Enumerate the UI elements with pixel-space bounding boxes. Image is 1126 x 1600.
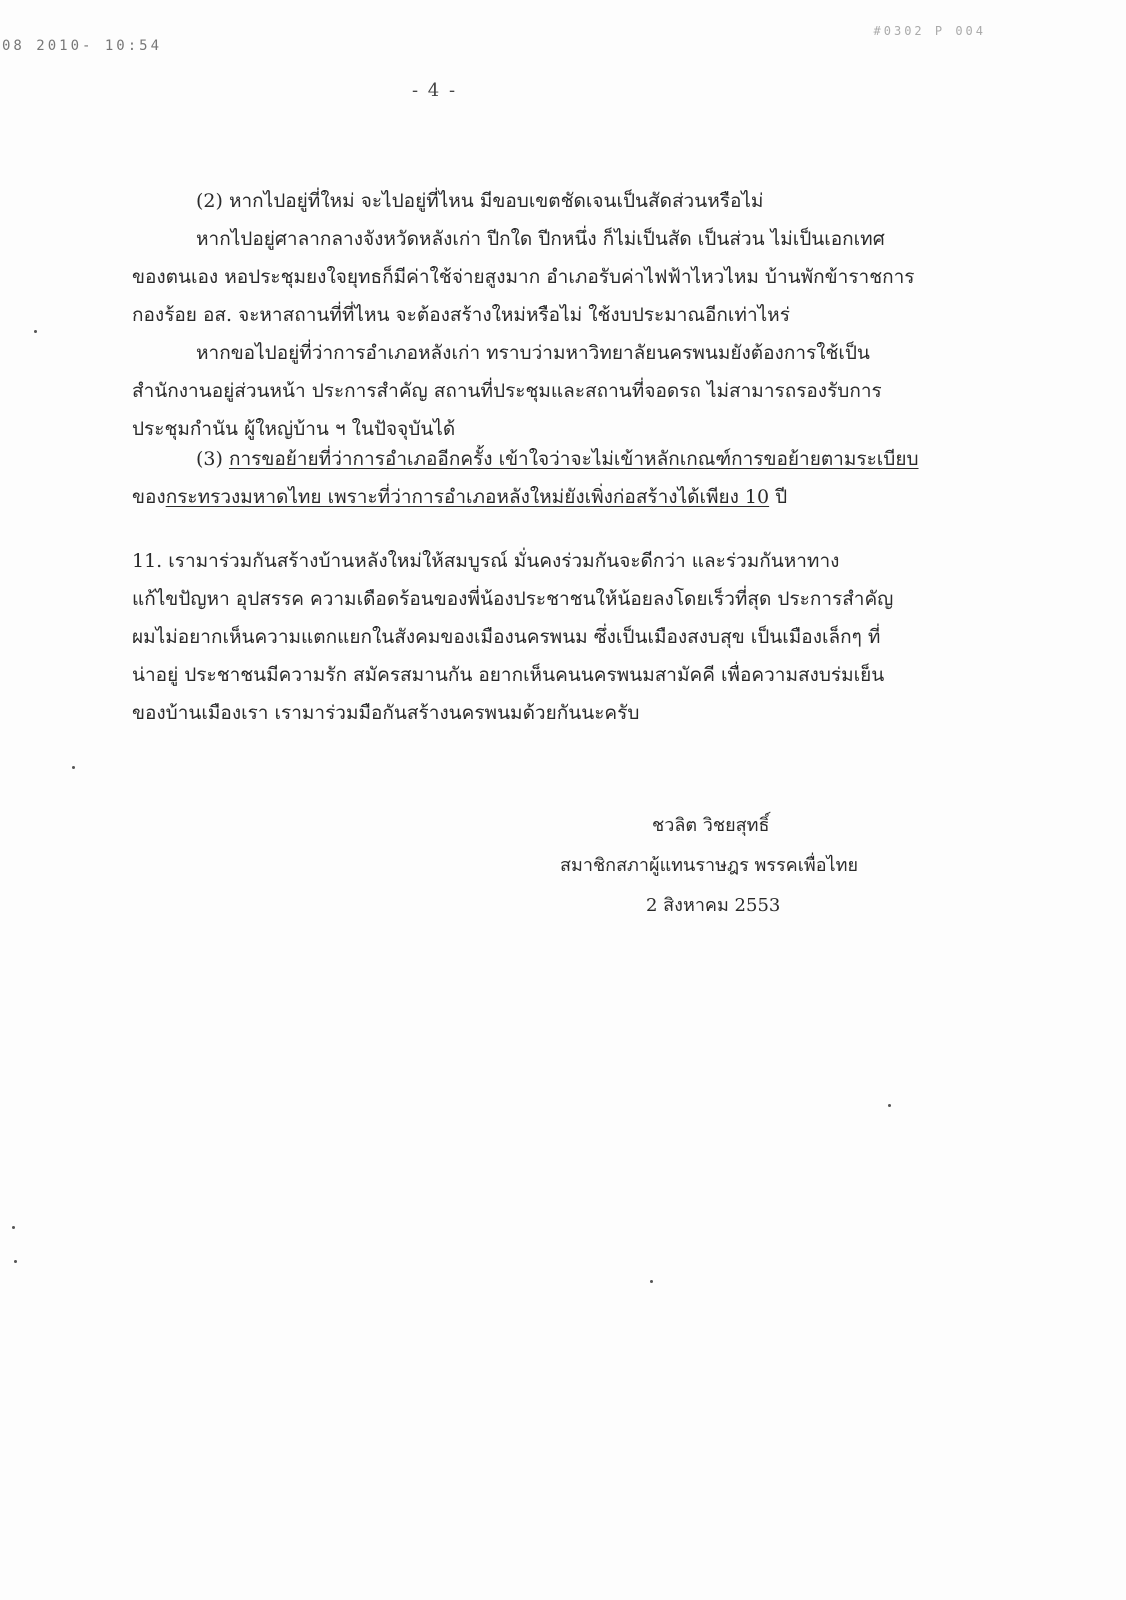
scan-speck: [650, 1280, 653, 1283]
signature-title: สมาชิกสภาผู้แทนราษฎร พรรคเพื่อไทย: [560, 855, 859, 876]
section-3-line-2-suffix: ปี: [769, 486, 788, 508]
section-3-line-1: [132, 440, 932, 478]
scan-speck: [12, 1226, 15, 1229]
section-3-line-2-prefix: ของ: [132, 486, 166, 508]
section-2-para1-line: หากไปอยู่ศาลากลางจังหวัดหลังเก่า ปีกใด ปีกหนึ่ง ก็ไม่เป็นสัด เป็นส่วน ไม่เป็นเอกเทศ: [196, 228, 885, 250]
fax-header-left: 08 2010- 10:54: [2, 38, 163, 54]
scan-speck: [34, 330, 37, 333]
section-2: [132, 182, 932, 448]
signature-block: [560, 806, 858, 926]
scan-speck: [888, 1104, 891, 1107]
section-3-line-2-underlined: กระทรวงมหาดไทย เพราะที่ว่าการอำเภอหลังใหม่ยังเพิ่งก่อสร้างได้เพียง 10: [165, 486, 770, 508]
page-number: - 4 -: [412, 80, 458, 101]
section-3-number: (3): [196, 448, 223, 470]
section-11-line: 11. เรามาร่วมกันสร้างบ้านหลังใหม่ให้สมบูรณ์ มั่นคงร่วมกันจะดีกว่า และร่วมกันหาทาง: [132, 550, 840, 572]
section-3-line-2: [132, 478, 932, 516]
scan-speck: [14, 1260, 17, 1263]
section-3: [132, 440, 932, 516]
section-2-para2-line: หากขอไปอยู่ที่ว่าการอำเภอหลังเก่า ทราบว่ามหาวิทยาลัยนครพนมยังต้องการใช้เป็น: [196, 342, 870, 364]
section-3-line-1-text: การขอย้ายที่ว่าการอำเภออีกครั้ง เข้าใจว่าจะไม่เข้าหลักเกณฑ์การขอย้ายตามระเบียบ: [228, 448, 919, 470]
fax-header-right: #0302 P 004: [873, 24, 986, 38]
signature-name: ชวลิต วิชยสุทธิ์: [652, 815, 770, 836]
section-11: [132, 542, 932, 732]
scan-speck: [72, 766, 75, 769]
section-2-para2-line: ประชุมกำนัน ผู้ใหญ่บ้าน ฯ ในปัจจุบันได้: [132, 418, 456, 440]
signature-date: 2 สิงหาคม 2553: [646, 895, 781, 916]
section-2-para2-line: สำนักงานอยู่ส่วนหน้า ประการสำคัญ สถานที่ประชุมและสถานที่จอดรถ ไม่สามารถรองรับการ: [132, 380, 882, 402]
section-2-para1-line: ของตนเอง หอประชุมยงใจยุทธก็มีค่าใช้จ่ายสูงมาก อำเภอรับค่าไฟฟ้าไหวไหม บ้านพักข้าราชการ: [132, 266, 915, 288]
section-2-para1-line: กองร้อย อส. จะหาสถานที่ที่ไหน จะต้องสร้างใหม่หรือไม่ ใช้งบประมาณอีกเท่าไหร่: [132, 304, 790, 326]
section-11-line: น่าอยู่ ประชาชนมีความรัก สมัครสมานกัน อยากเห็นคนนครพนมสามัคคี เพื่อความสงบร่มเย็น: [132, 664, 885, 686]
section-11-line: ของบ้านเมืองเรา เรามาร่วมมือกันสร้างนครพนมด้วยกันนะครับ: [132, 702, 640, 724]
section-11-line: ผมไม่อยากเห็นความแตกแยกในสังคมของเมืองนครพนม ซึ่งเป็นเมืองสงบสุข เป็นเมืองเล็กๆ ที่: [132, 626, 881, 648]
section-2-heading: (2) หากไปอยู่ที่ใหม่ จะไปอยู่ที่ไหน มีขอบเขตชัดเจนเป็นสัดส่วนหรือไม่: [196, 190, 764, 212]
section-11-line: แก้ไขปัญหา อุปสรรค ความเดือดร้อนของพี่น้องประชาชนให้น้อยลงโดยเร็วที่สุด ประการสำคัญ: [132, 588, 894, 610]
